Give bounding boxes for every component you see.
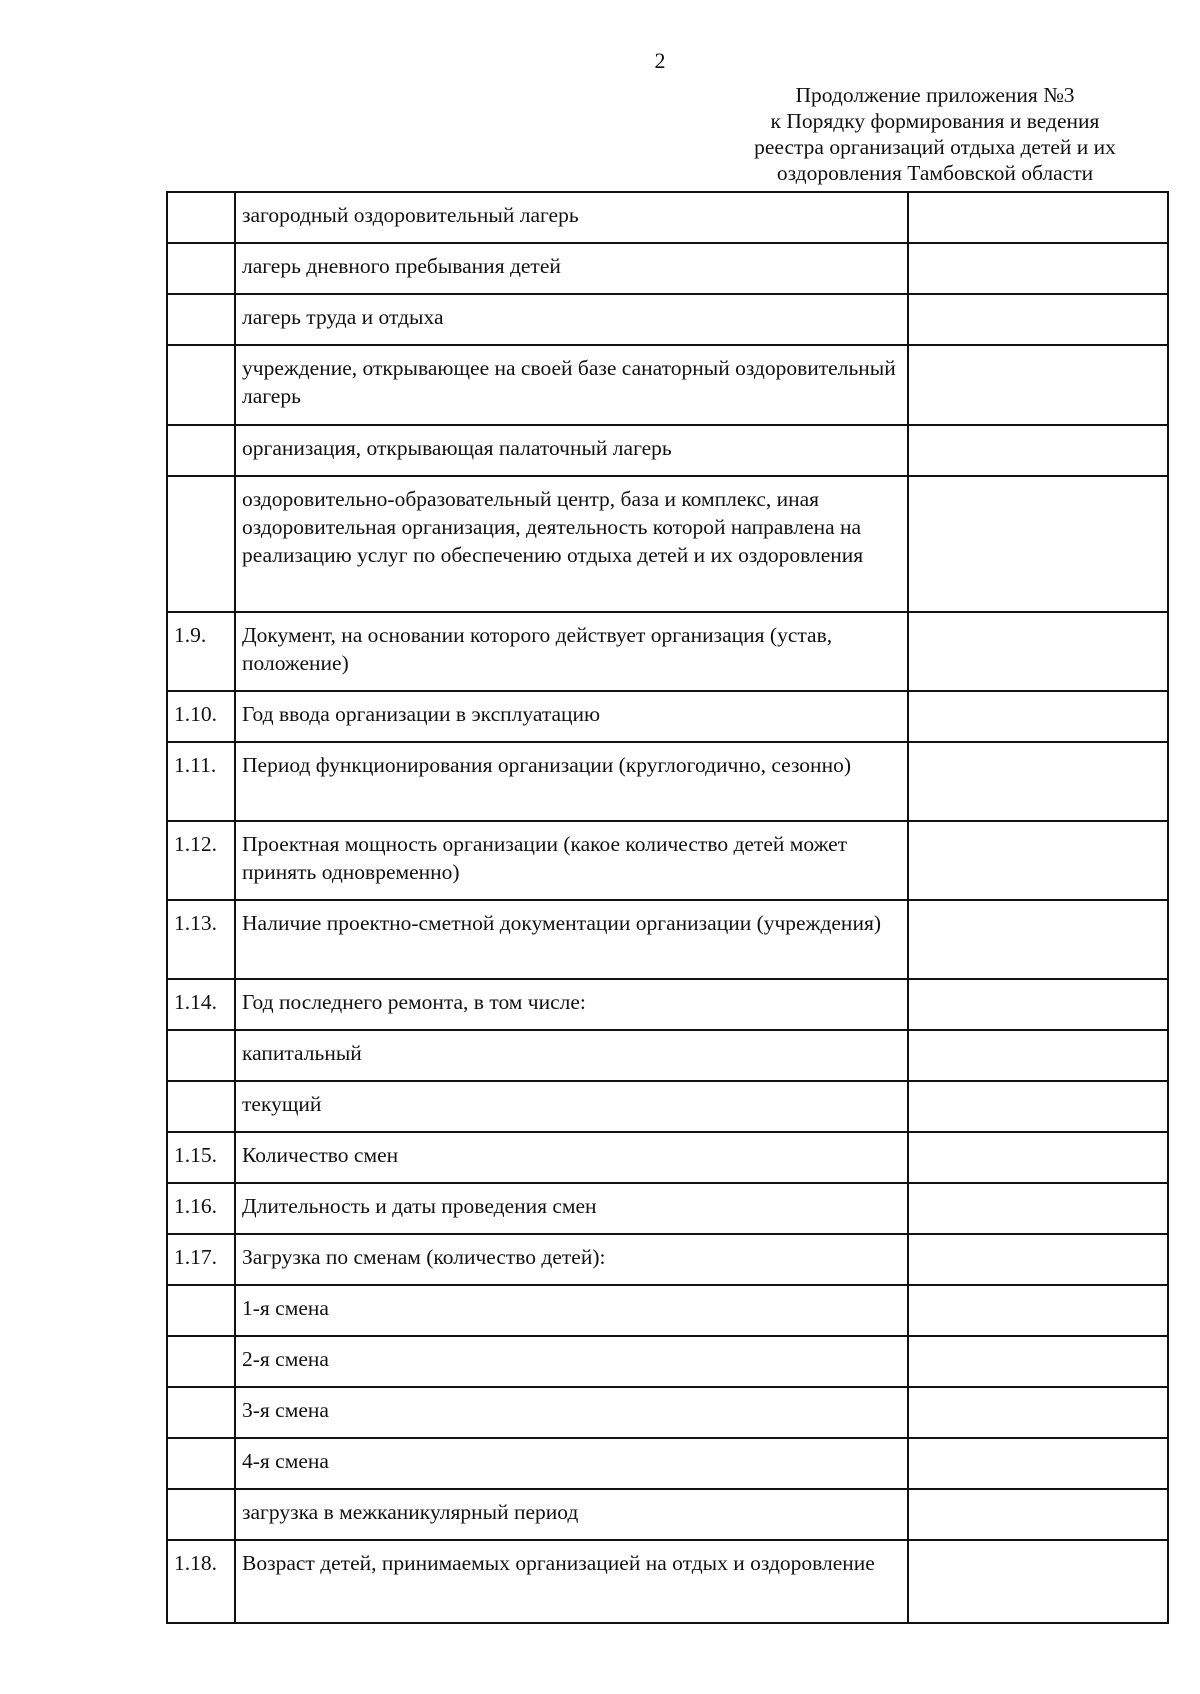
row-label: Длительность и даты проведения смен bbox=[235, 1183, 908, 1234]
row-number: 1.14. bbox=[167, 979, 235, 1030]
table-row bbox=[167, 294, 1168, 345]
row-label: Период функционирования организации (круглогодично, сезонно) bbox=[235, 742, 908, 821]
row-label: Количество смен bbox=[235, 1132, 908, 1183]
row-number bbox=[167, 192, 235, 243]
row-number: 1.13. bbox=[167, 900, 235, 979]
row-number bbox=[167, 476, 235, 612]
row-label: лагерь труда и отдыха bbox=[235, 294, 908, 345]
row-number bbox=[167, 243, 235, 294]
table-row bbox=[167, 1285, 1168, 1336]
table-row bbox=[167, 900, 1168, 979]
table-row bbox=[167, 742, 1168, 821]
row-value-cell[interactable] bbox=[908, 1183, 1168, 1234]
row-value-cell[interactable] bbox=[908, 742, 1168, 821]
heading-line: реестра организаций отдыха детей и их bbox=[754, 135, 1116, 159]
row-value-cell[interactable] bbox=[908, 1081, 1168, 1132]
row-label: 1-я смена bbox=[235, 1285, 908, 1336]
row-label: Год последнего ремонта, в том числе: bbox=[235, 979, 908, 1030]
row-value-cell[interactable] bbox=[908, 425, 1168, 476]
table-row bbox=[167, 979, 1168, 1030]
row-number: 1.10. bbox=[167, 691, 235, 742]
registry-table bbox=[166, 191, 1169, 1624]
table-row bbox=[167, 243, 1168, 294]
row-value-cell[interactable] bbox=[908, 294, 1168, 345]
row-label: Загрузка по сменам (количество детей): bbox=[235, 1234, 908, 1285]
table-row bbox=[167, 691, 1168, 742]
table-row bbox=[167, 1336, 1168, 1387]
row-number bbox=[167, 345, 235, 425]
heading-line: оздоровления Тамбовской области bbox=[776, 161, 1094, 185]
row-value-cell[interactable] bbox=[908, 1285, 1168, 1336]
row-label: текущий bbox=[235, 1081, 908, 1132]
row-label: учреждение, открывающее на своей базе санаторный оздоровительный лагерь bbox=[235, 345, 908, 425]
row-value-cell[interactable] bbox=[908, 1438, 1168, 1489]
row-value-cell[interactable] bbox=[908, 476, 1168, 612]
row-number bbox=[167, 294, 235, 345]
table-row bbox=[167, 1183, 1168, 1234]
row-number: 1.9. bbox=[167, 612, 235, 691]
page-number: 2 bbox=[654, 48, 666, 73]
row-label: Возраст детей, принимаемых организацией на отдых и оздоровление bbox=[235, 1540, 908, 1623]
row-number bbox=[167, 1285, 235, 1336]
row-number: 1.12. bbox=[167, 821, 235, 900]
row-number: 1.16. bbox=[167, 1183, 235, 1234]
row-number: 1.15. bbox=[167, 1132, 235, 1183]
row-label: Наличие проектно-сметной документации организации (учреждения) bbox=[235, 900, 908, 979]
row-label: организация, открывающая палаточный лагерь bbox=[235, 425, 908, 476]
row-number: 1.18. bbox=[167, 1540, 235, 1623]
row-label: Проектная мощность организации (какое количество детей может принять одновременно) bbox=[235, 821, 908, 900]
row-label: Год ввода организации в эксплуатацию bbox=[235, 691, 908, 742]
table-row bbox=[167, 1540, 1168, 1623]
row-number bbox=[167, 1387, 235, 1438]
row-label: 4-я смена bbox=[235, 1438, 908, 1489]
table-row bbox=[167, 1489, 1168, 1540]
table-row bbox=[167, 612, 1168, 691]
table-row bbox=[167, 1081, 1168, 1132]
appendix-heading bbox=[700, 82, 1170, 186]
table-row bbox=[167, 476, 1168, 612]
row-value-cell[interactable] bbox=[908, 243, 1168, 294]
row-label: лагерь дневного пребывания детей bbox=[235, 243, 908, 294]
row-value-cell[interactable] bbox=[908, 691, 1168, 742]
row-value-cell[interactable] bbox=[908, 1540, 1168, 1623]
table-row bbox=[167, 192, 1168, 243]
heading-line: Продолжение приложения №3 bbox=[795, 83, 1075, 107]
table-row bbox=[167, 1387, 1168, 1438]
row-number: 1.17. bbox=[167, 1234, 235, 1285]
table-row bbox=[167, 345, 1168, 425]
row-value-cell[interactable] bbox=[908, 900, 1168, 979]
table-row bbox=[167, 1438, 1168, 1489]
table-row bbox=[167, 1132, 1168, 1183]
row-label: оздоровительно-образовательный центр, база и комплекс, иная оздоровительная организация, деятельность которой направлена на реализацию услуг по обеспечению отдыха детей и их оздоровления bbox=[235, 476, 908, 612]
table-row bbox=[167, 821, 1168, 900]
row-number bbox=[167, 1438, 235, 1489]
row-number: 1.11. bbox=[167, 742, 235, 821]
row-label: капитальный bbox=[235, 1030, 908, 1081]
row-label: загрузка в межканикулярный период bbox=[235, 1489, 908, 1540]
row-label: 3-я смена bbox=[235, 1387, 908, 1438]
row-value-cell[interactable] bbox=[908, 1387, 1168, 1438]
table-row bbox=[167, 425, 1168, 476]
row-label: Документ, на основании которого действует организация (устав, положение) bbox=[235, 612, 908, 691]
table-row bbox=[167, 1234, 1168, 1285]
row-value-cell[interactable] bbox=[908, 192, 1168, 243]
row-value-cell[interactable] bbox=[908, 1030, 1168, 1081]
row-value-cell[interactable] bbox=[908, 1489, 1168, 1540]
row-number bbox=[167, 425, 235, 476]
row-value-cell[interactable] bbox=[908, 979, 1168, 1030]
row-value-cell[interactable] bbox=[908, 821, 1168, 900]
row-label: 2-я смена bbox=[235, 1336, 908, 1387]
table-row bbox=[167, 1030, 1168, 1081]
row-value-cell[interactable] bbox=[908, 1234, 1168, 1285]
row-number bbox=[167, 1081, 235, 1132]
row-number bbox=[167, 1336, 235, 1387]
row-value-cell[interactable] bbox=[908, 345, 1168, 425]
row-number bbox=[167, 1489, 235, 1540]
row-value-cell[interactable] bbox=[908, 1132, 1168, 1183]
row-label: загородный оздоровительный лагерь bbox=[235, 192, 908, 243]
row-number bbox=[167, 1030, 235, 1081]
heading-line: к Порядку формирования и ведения bbox=[770, 109, 1100, 133]
row-value-cell[interactable] bbox=[908, 1336, 1168, 1387]
row-value-cell[interactable] bbox=[908, 612, 1168, 691]
